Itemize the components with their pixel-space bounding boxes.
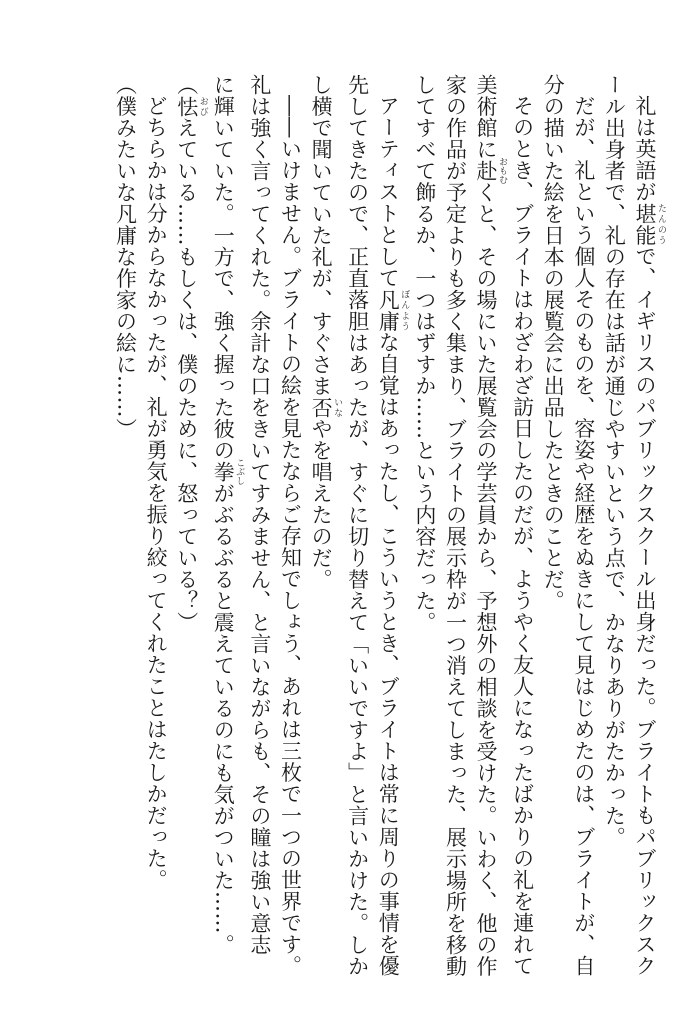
text-line-4: 分の描いた絵を日本の展覧会に出品したときのことだ。 bbox=[541, 74, 566, 612]
text-line-14: に輝いていた。一方で、強く握った彼の拳 こぶしがぶるぶると震えているのにも気がついた……。 bbox=[211, 74, 245, 956]
text-line-16: どちらかは分からなかったが、礼が勇気を振り絞ってくれたことはたしかだった。 bbox=[144, 95, 169, 891]
text-line-9: アーティストとして凡庸 ぼんような自覚はあったし、こういうとき、ブライトは常に周りの事情を優 bbox=[376, 95, 410, 977]
text-line-15: （怯 おびえている……もしくは、僕のために、怒っている？） bbox=[174, 74, 208, 633]
text-line-1: 礼は英語が堪能 たんのうで、イギリスのパブリックスクール出身だった。ブライトもパブリックスク bbox=[633, 95, 666, 977]
ruby-obi: 怯 おび bbox=[174, 95, 208, 117]
text-line-12: ――いけません。ブライトの絵を見たならご存知でしょう、あれは三枚で一つの世界です。 bbox=[278, 95, 303, 977]
text-line-7: 家の作品が予定よりも多く集まり、ブライトの展示枠が一つ消えてしまった、展示場所を移動 bbox=[443, 74, 468, 977]
text-line-17: （僕みたいな凡庸な作家の絵に……） bbox=[113, 74, 138, 440]
ruby-ina: 否 いな bbox=[309, 396, 343, 418]
text-line-8: してすべて飾るか、一つはずすか……という内容だった。 bbox=[412, 74, 437, 633]
text-line-5: そのとき、ブライトはわざわざ訪日したのだが、ようやく友人になったばかりの礼を連れて bbox=[510, 95, 535, 977]
ruby-tannou: 堪能 たんのう bbox=[633, 202, 666, 246]
ruby-bonyou: 凡庸 ぼんよう bbox=[376, 288, 410, 332]
text-line-10: 先してきたので、正直落胆はあったが、すぐに切り替えて「いいですよ」と言いかけた。しか bbox=[345, 74, 370, 977]
vertical-text-body bbox=[110, 74, 666, 977]
text-line-11: し横で聞いていた礼が、すぐさま否 いなやを唱えたのだ。 bbox=[309, 74, 343, 590]
text-line-6: 美術館に赴 おもむくと、その場にいた展覧会の学芸員から、予想外の相談を受けた。いわく、他の作 bbox=[474, 74, 508, 977]
ruby-kobushi: 拳 こぶし bbox=[211, 458, 245, 486]
text-line-13: 礼は強く言ってくれた。余計な口をきいてすみません、と言いながらも、その瞳は強い意志 bbox=[247, 74, 272, 956]
ruby-omomu: 赴 おもむ bbox=[474, 157, 508, 185]
text-line-3: だが、礼という個人そのものを、容姿や経歴をぬきにして見はじめたのは、ブライトが、自 bbox=[571, 95, 596, 977]
text-line-2: ール出身者で、礼の存在は話が通じやすいという点で、かなりありがたかった。 bbox=[602, 74, 627, 848]
